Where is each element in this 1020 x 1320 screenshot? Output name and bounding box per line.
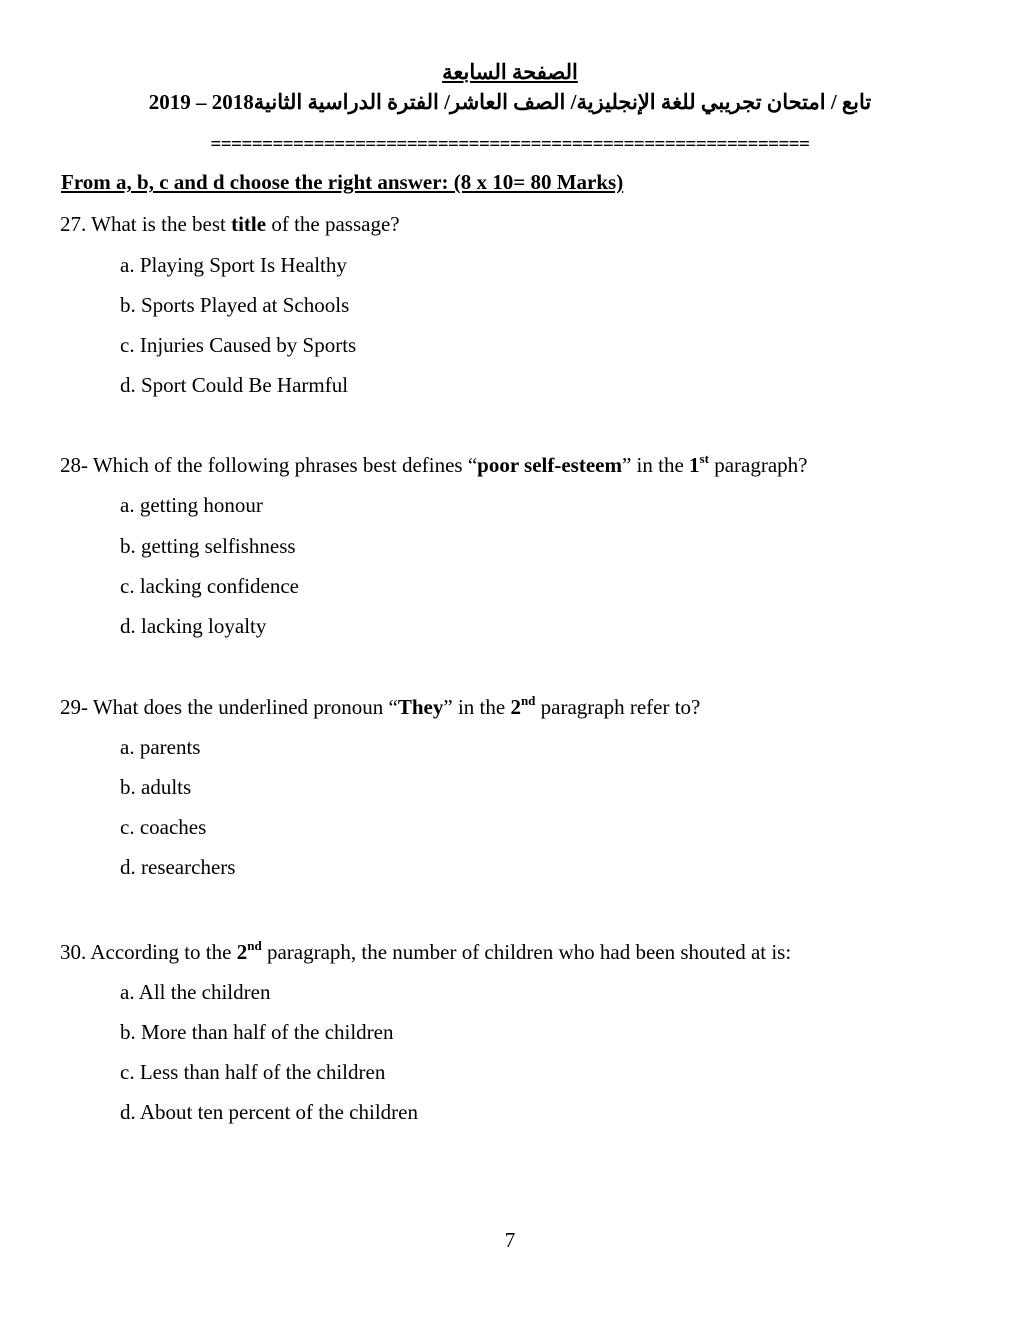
option-28b: b. getting selfishness <box>120 534 296 558</box>
option-27b: b. Sports Played at Schools <box>120 293 350 317</box>
question-text: paragraph? <box>708 453 808 477</box>
question-28 <box>60 453 807 478</box>
question-text: ” in the <box>443 695 511 719</box>
option-29a: a. parents <box>120 735 201 759</box>
question-text: 29- What does the underlined pronoun “ <box>60 695 398 719</box>
exam-title: تابع / امتحان تجريبي للغة الإنجليزية/ الصف العاشر/ الفترة الدراسية الثانية2018 – 2019 <box>148 90 872 114</box>
ordinal-number: 2 <box>236 940 248 964</box>
option-28c: c. lacking confidence <box>120 574 299 598</box>
ordinal-number: 1 <box>689 453 700 477</box>
option-28d: d. lacking loyalty <box>120 614 267 638</box>
option-28a: a. getting honour <box>120 493 263 517</box>
question-text: of the passage? <box>266 212 400 236</box>
option-30d: d. About ten percent of the children <box>120 1100 418 1124</box>
question-27 <box>60 212 400 237</box>
question-text: paragraph refer to? <box>535 695 701 719</box>
option-29c: c. coaches <box>120 815 207 839</box>
option-27d: d. Sport Could Be Harmful <box>120 373 349 397</box>
question-30 <box>60 940 791 965</box>
option-29b: b. adults <box>120 775 192 799</box>
ordinal-suffix: st <box>699 451 709 466</box>
question-keyword: They <box>397 695 444 719</box>
option-30c: c. Less than half of the children <box>120 1060 386 1084</box>
option-27c: c. Injuries Caused by Sports <box>120 333 357 357</box>
question-keyword: poor self-esteem <box>477 453 622 477</box>
question-text: paragraph, the number of children who had been shouted at is: <box>261 940 792 964</box>
question-text: 27. What is the best <box>60 212 232 236</box>
page-label: الصفحة السابعة <box>442 60 578 84</box>
question-text: ” in the <box>621 453 690 477</box>
page-number: 7 <box>504 1228 516 1252</box>
instruction: From a, b, c and d choose the right answer: (8 x 10= 80 Marks) <box>61 170 624 194</box>
separator-line: ========================================================== <box>210 134 810 155</box>
option-27a: a. Playing Sport Is Healthy <box>120 253 347 277</box>
option-30a: a. All the children <box>120 980 271 1004</box>
ordinal-suffix: nd <box>247 938 262 953</box>
question-29 <box>60 695 700 720</box>
option-29d: d. researchers <box>120 855 236 879</box>
option-30b: b. More than half of the children <box>120 1020 394 1044</box>
question-text: 28- Which of the following phrases best defines “ <box>60 453 478 477</box>
question-text: 30. According to the <box>60 940 237 964</box>
ordinal-suffix: nd <box>520 693 536 708</box>
ordinal-number: 2 <box>510 695 521 719</box>
question-keyword: title <box>231 212 267 236</box>
